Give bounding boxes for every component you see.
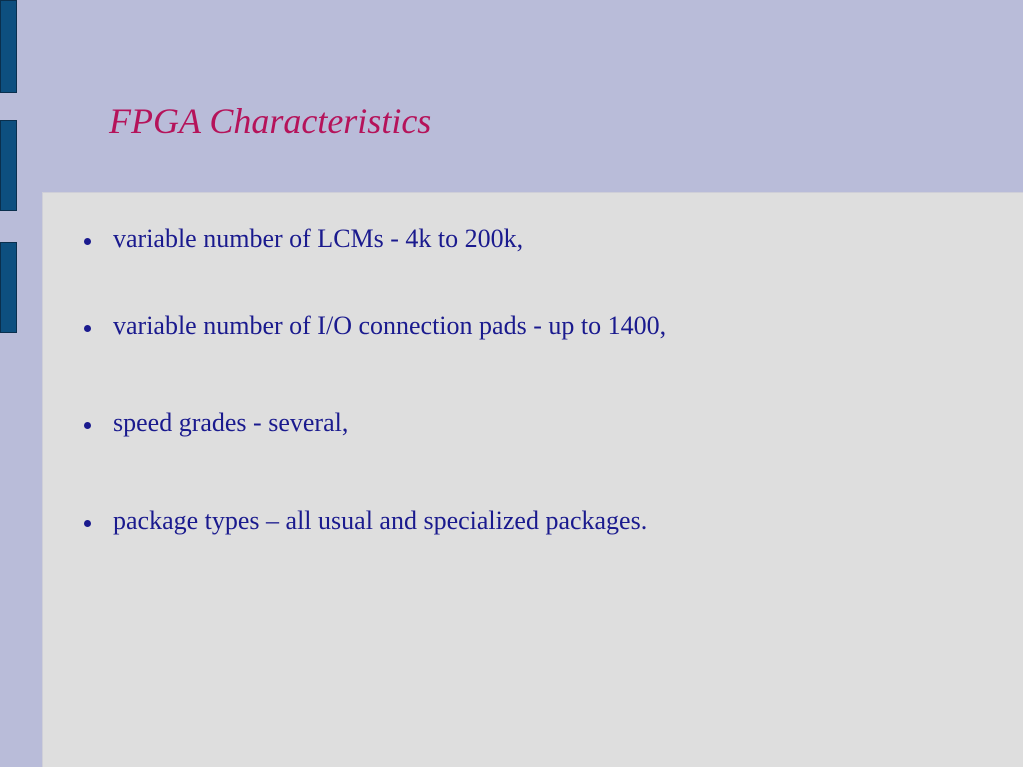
side-bar-decoration-3 <box>0 242 17 333</box>
bullet-dot-icon <box>84 325 91 332</box>
side-bar-decoration-2 <box>0 120 17 211</box>
bullet-text: variable number of I/O connection pads - up to 1400, <box>113 311 667 340</box>
slide-title: FPGA Characteristics <box>109 101 432 141</box>
bullet-text: variable number of LCMs - 4k to 200k, <box>113 224 524 253</box>
side-bar-decoration-1 <box>0 0 17 93</box>
content-panel <box>42 192 1023 767</box>
bullet-text: speed grades - several, <box>113 408 349 437</box>
bullet-dot-icon <box>84 520 91 527</box>
bullet-dot-icon <box>84 238 91 245</box>
bullet-dot-icon <box>84 422 91 429</box>
bullet-text: package types – all usual and specialized packages. <box>113 506 648 535</box>
